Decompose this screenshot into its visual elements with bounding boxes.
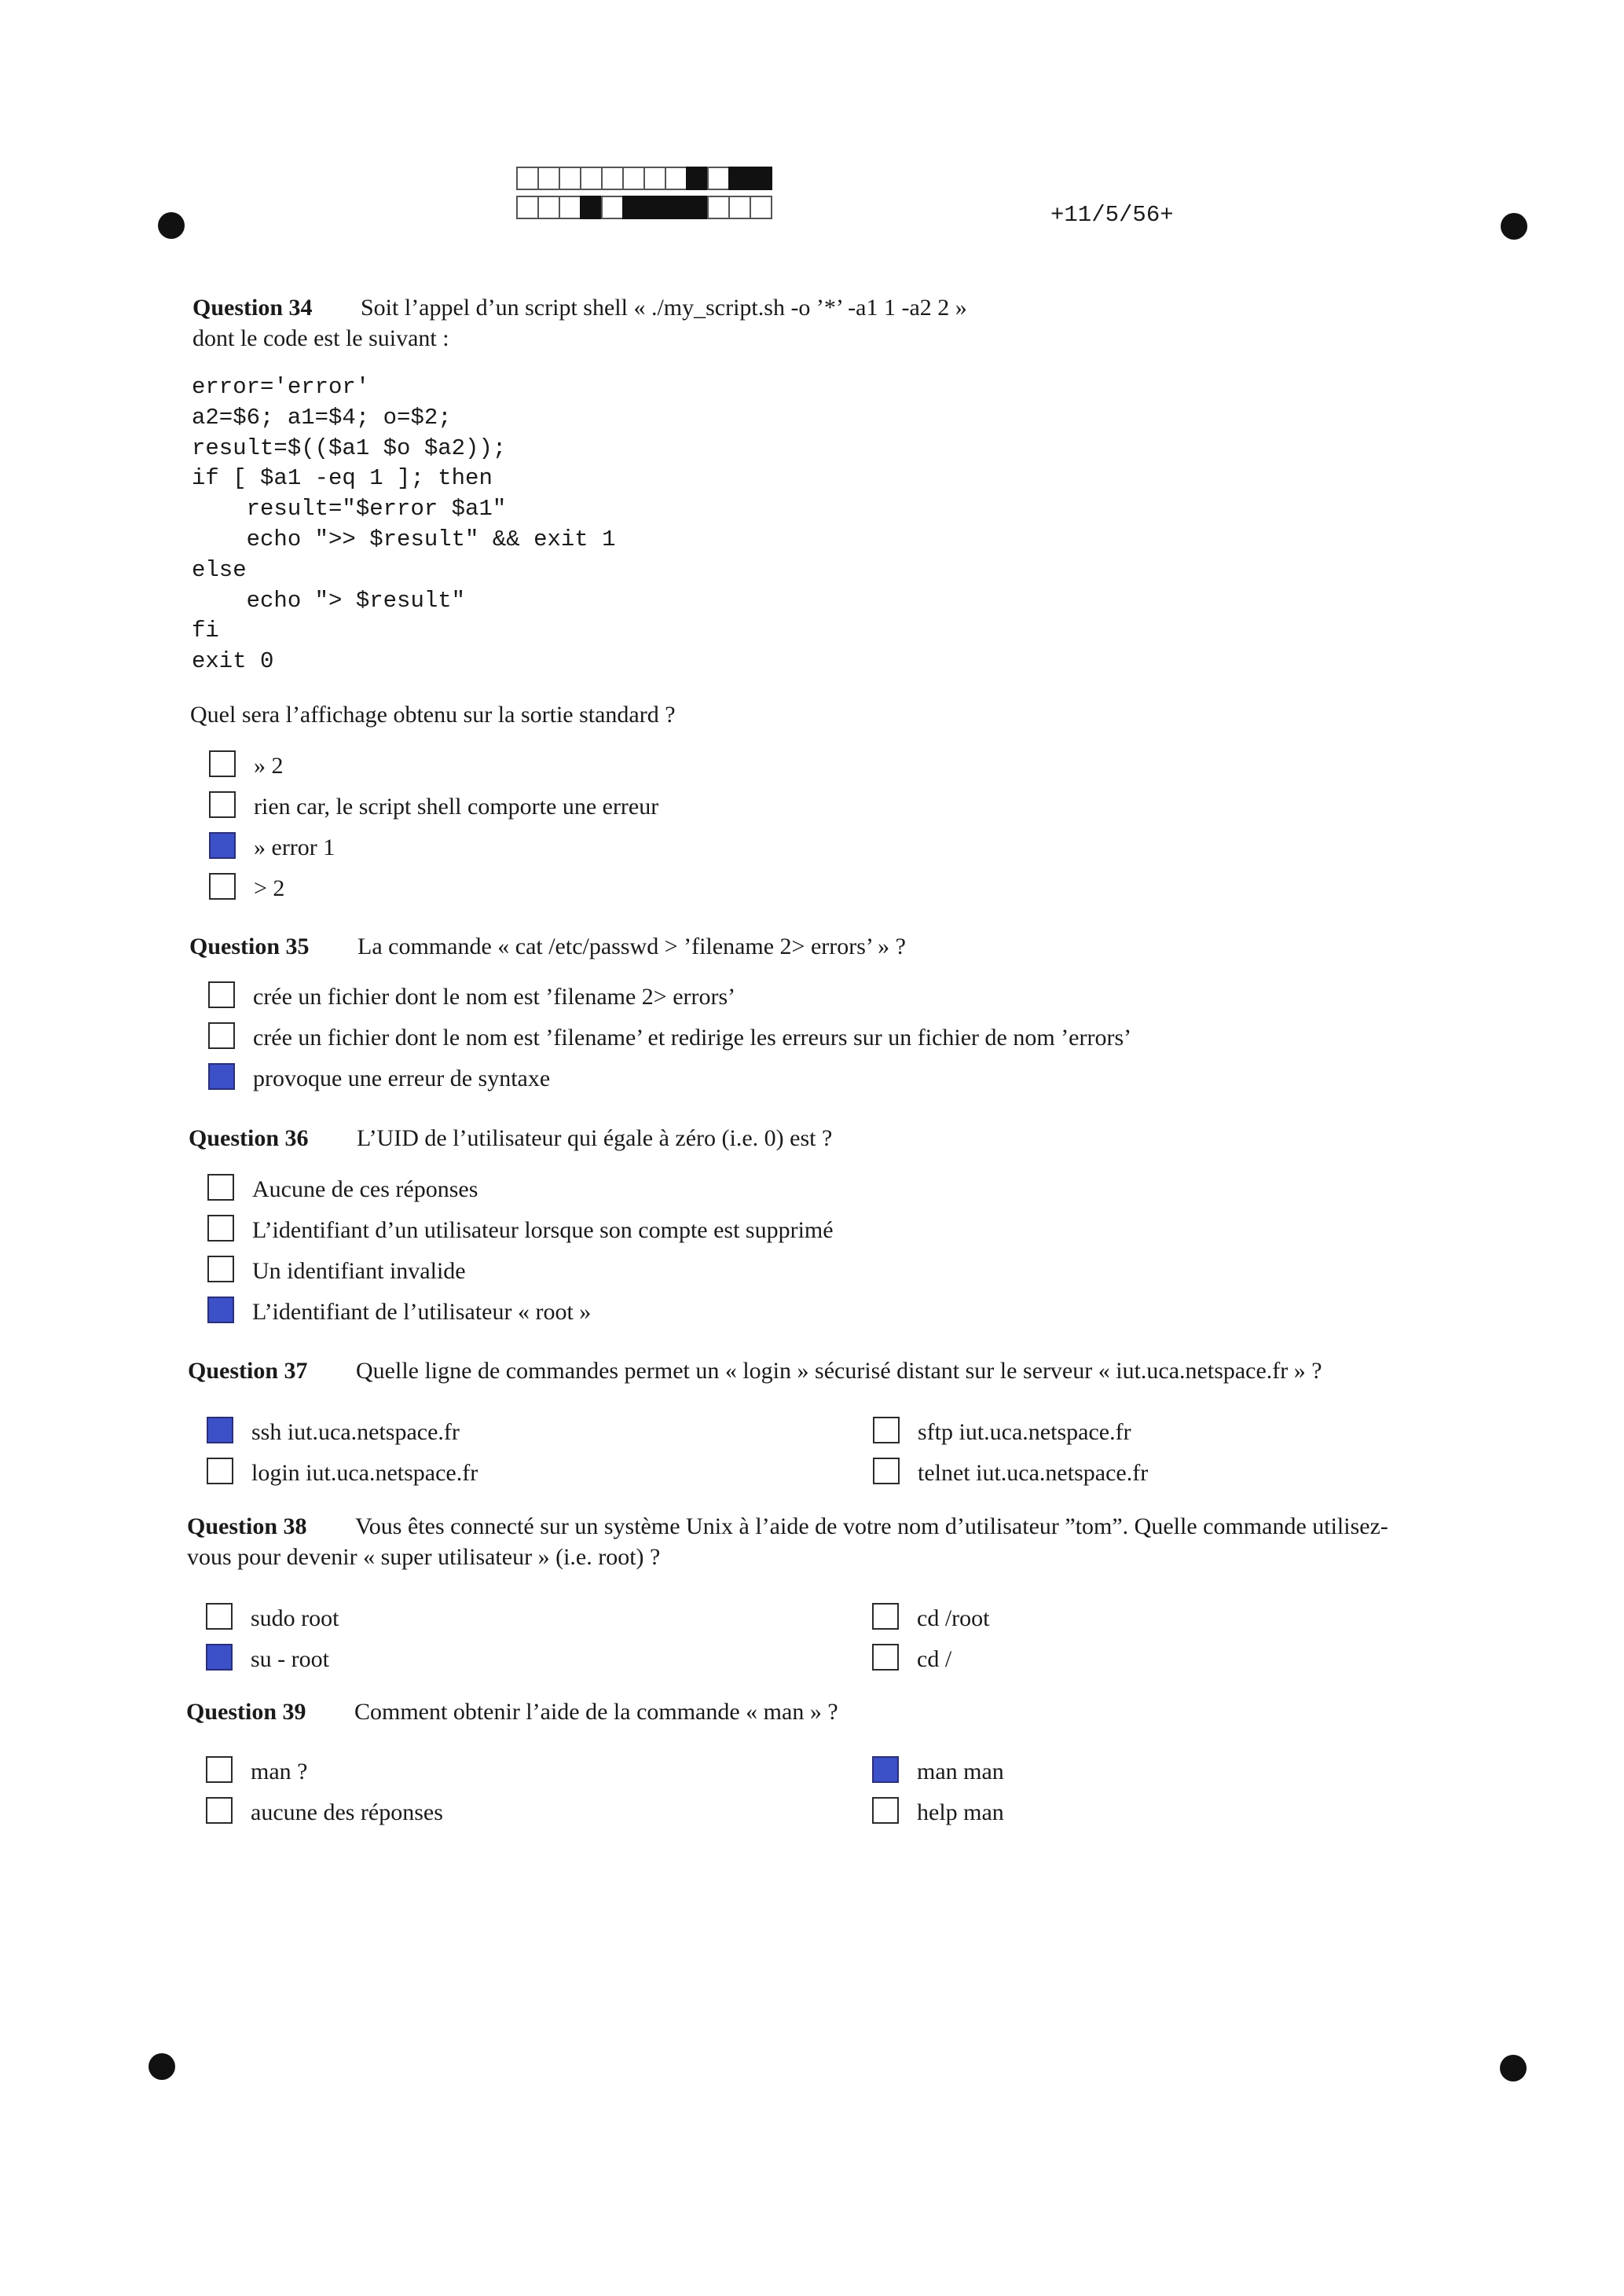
option-label: L’identifiant de l’utilisateur « root » <box>252 1299 592 1325</box>
question-34-prompt: Quel sera l’affichage obtenu sur la sortie standard ? <box>190 702 676 728</box>
option-label: > 2 <box>254 875 285 901</box>
id-code-cell <box>707 196 730 219</box>
registration-mark-top-right <box>1501 213 1527 240</box>
option-label: login iut.uca.netspace.fr <box>251 1460 478 1486</box>
checkbox[interactable] <box>872 1756 899 1783</box>
checkbox[interactable] <box>209 873 236 900</box>
id-code-cell <box>686 167 709 190</box>
id-code-cell <box>559 167 581 190</box>
id-code-cell <box>707 167 730 190</box>
checkbox[interactable] <box>208 1022 235 1049</box>
page-identifier: +11/5/56+ <box>1050 202 1174 228</box>
id-code-cell <box>537 196 560 219</box>
question-36-title <box>189 1125 833 1152</box>
id-code-cell <box>580 196 603 219</box>
id-code-cell <box>559 196 581 219</box>
option-label: provoque une erreur de syntaxe <box>253 1065 551 1091</box>
checkbox[interactable] <box>208 981 235 1008</box>
question-number: Question 39 <box>186 1699 306 1725</box>
question-39-title <box>186 1699 838 1726</box>
id-code-cell <box>516 167 539 190</box>
checkbox[interactable] <box>207 1297 234 1323</box>
option-label: crée un fichier dont le nom est ’filename 2> errors’ <box>253 984 736 1010</box>
option-label: man man <box>917 1759 1004 1784</box>
checkbox[interactable] <box>208 1063 235 1090</box>
option-label: telnet iut.uca.netspace.fr <box>918 1460 1149 1486</box>
id-code-cell <box>665 196 687 219</box>
question-text: La commande « cat /etc/passwd > ’filename 2> errors’ » ? <box>357 933 906 959</box>
question-number: Question 35 <box>189 933 310 959</box>
question-38-text-continued: vous pour devenir « super utilisateur » (i.e. root) ? <box>187 1544 661 1570</box>
id-code-cell <box>686 196 709 219</box>
question-number: Question 38 <box>187 1513 307 1539</box>
checkbox[interactable] <box>873 1417 900 1443</box>
checkbox[interactable] <box>873 1458 900 1484</box>
id-code-cell <box>601 167 624 190</box>
question-number: Question 36 <box>189 1125 309 1151</box>
id-code-cell <box>601 196 624 219</box>
id-code-cell <box>643 167 666 190</box>
question-text: Soit l’appel d’un script shell « ./my_script.sh -o ’*’ -a1 1 -a2 2 » <box>361 295 967 321</box>
checkbox[interactable] <box>209 832 236 859</box>
option-label: » error 1 <box>254 834 335 860</box>
id-code-cell <box>622 196 645 219</box>
checkbox[interactable] <box>207 1417 233 1443</box>
option-label: man ? <box>251 1759 308 1784</box>
option-label: sftp iut.uca.netspace.fr <box>918 1419 1131 1445</box>
checkbox[interactable] <box>207 1174 234 1201</box>
question-text: Quelle ligne de commandes permet un « login » sécurisé distant sur le serveur « iut.uca.netspace.fr » ? <box>356 1358 1322 1384</box>
registration-mark-bottom-left <box>148 2053 175 2080</box>
option-label: rien car, le script shell comporte une erreur <box>254 794 659 820</box>
question-text: L’UID de l’utilisateur qui égale à zéro (i.e. 0) est ? <box>357 1125 833 1151</box>
option-label: sudo root <box>251 1605 339 1631</box>
id-code-cell <box>537 167 560 190</box>
question-34-title <box>192 295 967 321</box>
question-38-title <box>187 1513 1388 1540</box>
checkbox[interactable] <box>206 1797 233 1824</box>
registration-mark-top-left <box>158 212 185 239</box>
id-code-row-2 <box>516 196 771 219</box>
id-code-row-1 <box>516 167 771 190</box>
question-number: Question 34 <box>192 295 313 321</box>
checkbox[interactable] <box>207 1215 234 1242</box>
option-label: L’identifiant d’un utilisateur lorsque son compte est supprimé <box>252 1217 834 1243</box>
script-code-block: error='error' a2=$6; a1=$4; o=$2; result=$(($a1 $o $a2)); if [ $a1 -eq 1 ]; then result="$error $a1" echo ">> $result" && exit 1 else echo "> $result" fi exit 0 <box>192 374 616 675</box>
id-code-cell <box>516 196 539 219</box>
question-text: Comment obtenir l’aide de la commande « man » ? <box>354 1699 838 1725</box>
id-code-cell <box>728 196 751 219</box>
option-label: help man <box>917 1799 1004 1825</box>
checkbox[interactable] <box>207 1458 233 1484</box>
option-label: cd / <box>917 1646 952 1672</box>
question-34-text-continued: dont le code est le suivant : <box>192 325 449 351</box>
checkbox[interactable] <box>872 1603 899 1630</box>
checkbox[interactable] <box>209 750 236 777</box>
option-label: ssh iut.uca.netspace.fr <box>251 1419 460 1445</box>
registration-mark-bottom-right <box>1500 2055 1527 2081</box>
id-code-cell <box>728 167 751 190</box>
checkbox[interactable] <box>206 1603 233 1630</box>
question-35-title <box>189 933 906 960</box>
id-code-cell <box>643 196 666 219</box>
id-code-cell <box>750 196 772 219</box>
option-label: crée un fichier dont le nom est ’filename’ et redirige les erreurs sur un fichier de nom ’errors’ <box>253 1025 1132 1051</box>
checkbox[interactable] <box>209 791 236 818</box>
question-number: Question 37 <box>188 1358 308 1384</box>
option-label: Un identifiant invalide <box>252 1258 466 1284</box>
checkbox[interactable] <box>206 1756 233 1783</box>
option-label: » 2 <box>254 753 284 779</box>
option-label: su - root <box>251 1646 329 1672</box>
id-code-cell <box>750 167 772 190</box>
id-code-cell <box>580 167 603 190</box>
option-label: aucune des réponses <box>251 1799 443 1825</box>
id-code-cell <box>665 167 687 190</box>
id-code-cell <box>622 167 645 190</box>
option-label: cd /root <box>917 1605 990 1631</box>
checkbox[interactable] <box>872 1644 899 1671</box>
checkbox[interactable] <box>872 1797 899 1824</box>
option-label: Aucune de ces réponses <box>252 1176 478 1202</box>
checkbox[interactable] <box>206 1644 233 1671</box>
question-37-title <box>188 1358 1322 1385</box>
checkbox[interactable] <box>207 1256 234 1282</box>
question-text: Vous êtes connecté sur un système Unix à l’aide de votre nom d’utilisateur ”tom”. Quelle commande utilisez- <box>355 1513 1388 1539</box>
